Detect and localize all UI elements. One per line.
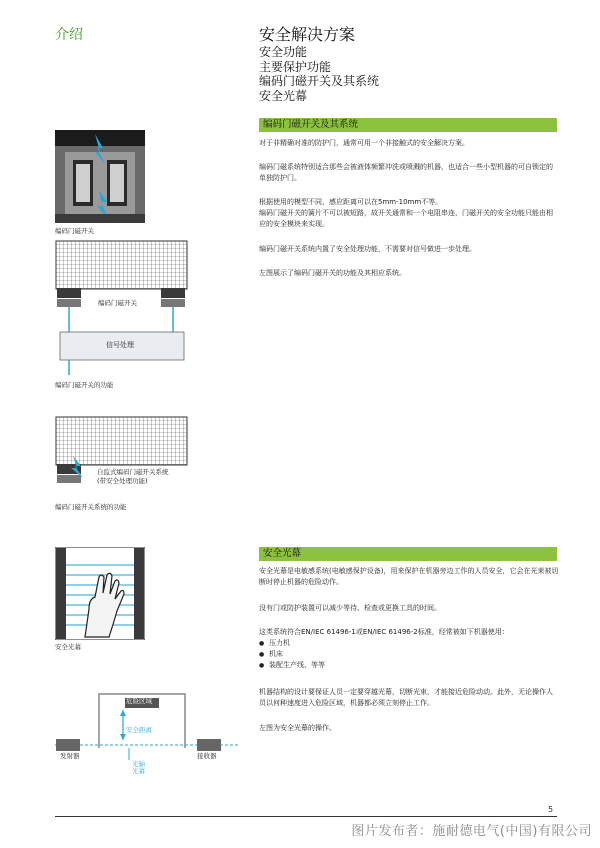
- lc-bullet-2: ● 机床: [259, 649, 559, 660]
- danger-zone-label: 危险区域: [126, 697, 152, 705]
- subtitle-2: 主要保护功能: [259, 59, 332, 74]
- publisher-watermark: 图片发布者：施耐德电气(中国)有限公司: [351, 824, 592, 839]
- light-curtain-heading: 安全光幕: [259, 547, 557, 561]
- coded-switch-photo-caption: 编码门磁开关: [55, 227, 94, 235]
- coded-para-1: 对于非精确对准的防护门，通常可用一个非接触式的安全解决方案。: [259, 139, 469, 147]
- signal-processing-label: 信号处理: [106, 341, 134, 349]
- light-curtain-photo-caption: 安全光幕: [55, 643, 81, 651]
- lc-bullet-1: ● 压力机: [259, 638, 559, 649]
- lc-para-1: 安全光幕是电敏感系统(电敏感保护设备)，用来保护在机器旁边工作的人员安全，它会在光束被切断时停止机器的危险动作。: [259, 567, 559, 586]
- section-label: 介绍: [55, 27, 83, 43]
- beam-axis-label: 光轴: [132, 760, 145, 768]
- coded-switch-system-caption: 编码门磁开关系统的功能: [55, 503, 127, 511]
- coded-para-4: 编码门磁开关的簧片不可以被短路，故开关通常和一个电阻串连，门磁开关的安全功能只能由相应的安全模块来实现。: [259, 209, 553, 228]
- lc-para-3: 这类系统符合EN/IEC 61496-1或EN/IEC 61496-2标准，经常被如下机器使用：: [259, 628, 509, 636]
- page-number: 5: [548, 805, 554, 814]
- beam-curtain-label: 光幕: [132, 767, 145, 775]
- page-title: 安全解决方案: [259, 25, 356, 44]
- coded-para-5: 编码门磁开关系统内置了安全处理功能，不需要对信号做进一步处理。: [259, 245, 476, 253]
- lc-bullet-3: ● 装配生产线、等等: [259, 660, 559, 671]
- lc-para-5: 左图为安全光幕的操作。: [259, 724, 336, 732]
- coded-switch-heading: 编码门磁开关及其系统: [259, 118, 557, 132]
- footer-divider: [55, 816, 557, 817]
- coded-para-2: 编码门磁系统特别适合那些会被液体频繁冲洗或喷溅的机器，也适合一些小型机器的可自锁定的单独防护门。: [259, 163, 553, 182]
- lc-para-4: 机器结构的设计要保证人员一定要穿越光幕，切断光束，才能接近危险动动。此外，无论操作人员以何种速度进入危险区域，机器都必须立刻停止工作。: [259, 688, 553, 707]
- subtitle-1: 安全功能: [259, 45, 308, 59]
- diagram-label-coded-switch: 编码门磁开关: [98, 299, 137, 307]
- safety-distance-label: 安全距离: [126, 726, 152, 734]
- title-block: [259, 25, 379, 103]
- subtitle-4: 安全光幕: [259, 88, 308, 103]
- subtitle-3: 编码门磁开关及其系统: [259, 74, 380, 88]
- coded-switch-photo: [55, 130, 145, 223]
- emitter-label: 发射器: [60, 752, 80, 760]
- self-monitor-label-1: 自监式编码门磁开关系统: [97, 468, 169, 476]
- coded-para-6: 左图展示了编码门磁开关的功能及其相应系统。: [259, 269, 406, 277]
- coded-para-3: 根据使用的模型不同，感应距离可以在5mm-10mm不等。: [259, 198, 443, 206]
- self-monitor-label-2: (带安全处理功能): [97, 477, 148, 485]
- lc-para-2: 没有门或防护装置可以减少等待、检查或更换工具的时间。: [259, 604, 441, 612]
- coded-switch-function-caption: 编码门磁开关的功能: [55, 381, 114, 389]
- light-curtain-photo: [55, 547, 145, 640]
- receiver-label: 接收器: [197, 752, 217, 760]
- lc-bullet-list: [259, 638, 559, 671]
